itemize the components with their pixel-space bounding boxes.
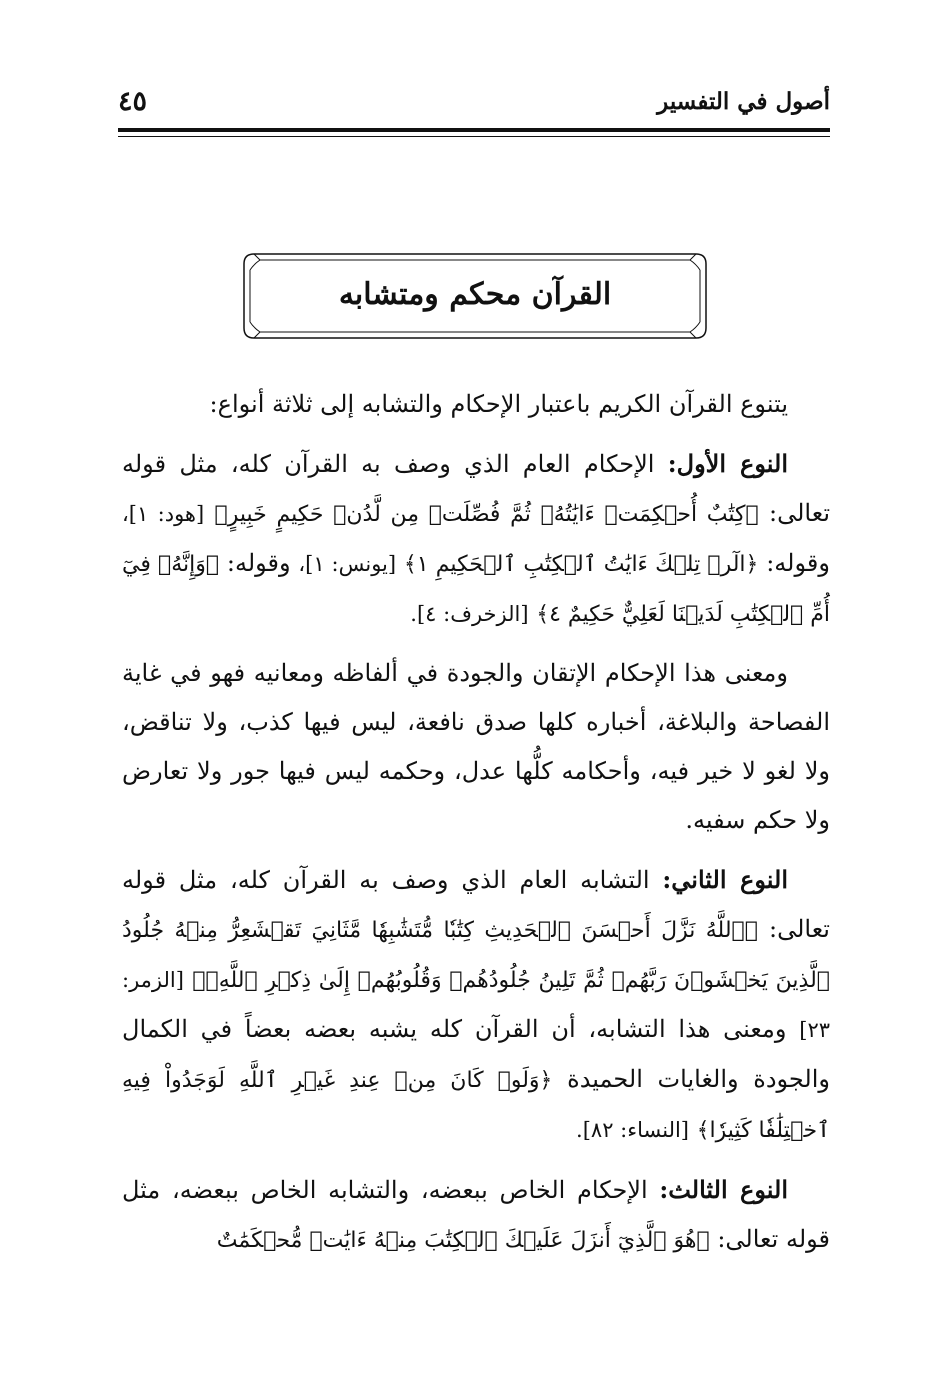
quran-verse: ﴿وَلَوۡ كَانَ مِنۡ عِندِ غَيۡرِ ٱللَّهِ لَوَجَدُواْ فِيهِ ٱخۡتِلَٰفٗا كَثِيرٗا﴾ xyxy=(122,1068,830,1143)
verse-reference: [الزخرف: ٤]. xyxy=(410,602,529,626)
header-rule-thin xyxy=(118,136,830,137)
type1-paragraph xyxy=(122,439,830,639)
connector-text: وقوله: xyxy=(226,549,291,577)
type2-meaning: ومعنى هذا التشابه، أن القرآن كله يشبه بعضه بعضاً في الكمال والجودة والغايات الحميدة xyxy=(122,1015,830,1093)
page-number: ٤٥ xyxy=(118,86,148,117)
running-head-title: أصول في التفسير xyxy=(657,88,830,115)
quran-verse: ﴿وَإِنَّهُۥ فِيٓ أُمِّ ٱلۡكِتَٰبِ لَدَيۡنَا لَعَلِيٌّ حَكِيمٌ ٤﴾ xyxy=(122,552,830,627)
verse-reference: [يونس: ١]، xyxy=(298,552,397,576)
quran-verse: ﴿هُوَ ٱلَّذِيٓ أَنزَلَ عَلَيۡكَ ٱلۡكِتَٰبَ مِنۡهُ ءَايَٰتٞ مُّحۡكَمَٰتٌ xyxy=(216,1228,710,1253)
running-header xyxy=(118,88,830,128)
verse-reference: [الزمر: ٢٣] xyxy=(122,968,830,1042)
type3-label: النوع الثالث: xyxy=(659,1175,788,1204)
body-text xyxy=(122,380,830,1275)
connector-text: وقوله: xyxy=(766,549,830,577)
header-rule-thick xyxy=(118,128,830,132)
meaning1-paragraph: ومعنى هذا الإحكام الإتقان والجودة في ألفاظه ومعانيه فهو في غاية الفصاحة والبلاغة، أخباره كلها صدق نافعة، ليس فيها كذب، ولا تناقض، ولا لغو لا خير فيه، وأحكامه كلُّها عدل، وحكمه ليس فيها جور ولا تعارض ولا حكم سفيه. xyxy=(122,659,831,834)
type1-label: النوع الأول: xyxy=(667,449,788,478)
section-title-frame xyxy=(240,250,710,342)
quran-verse: ﴿الٓرۚ تِلۡكَ ءَايَٰتُ ٱلۡكِتَٰبِ ٱلۡحَكِيمِ ١﴾ xyxy=(403,552,759,577)
type3-paragraph xyxy=(122,1165,830,1265)
section-title: القرآن محكم ومتشابه xyxy=(338,277,612,312)
quran-verse: ﴿كِتَٰبٌ أُحۡكِمَتۡ ءَايَٰتُهُۥ ثُمَّ فُصِّلَتۡ مِن لَّدُنۡ حَكِيمٍ خَبِيرٍ﴾ xyxy=(214,502,759,527)
intro-paragraph: يتنوع القرآن الكريم باعتبار الإحكام والتشابه إلى ثلاثة أنواع: xyxy=(209,390,788,418)
type2-paragraph xyxy=(122,855,830,1155)
type2-label: النوع الثاني: xyxy=(662,865,788,894)
verse-reference: [النساء: ٨٢]. xyxy=(576,1118,690,1142)
type2-text: التشابه العام الذي وصف به القرآن كله، مثل قوله تعالى: xyxy=(122,866,830,943)
verse-reference: [هود: ١]، xyxy=(122,502,205,526)
quran-verse: ﴿ٱللَّهُ نَزَّلَ أَحۡسَنَ ٱلۡحَدِيثِ كِتَٰبٗا مُّتَشَٰبِهٗا مَّثَانِيَ تَقۡشَعِرُّ مِنۡهُ جُلُودُ ٱلَّذِينَ يَخۡشَوۡنَ رَبَّهُمۡ ثُمَّ تَلِينُ جُلُودُهُمۡ وَقُلُوبُهُمۡ إِلَىٰ ذِكۡرِ ٱللَّهِۚ﴾ xyxy=(122,918,830,993)
type3-text: الإحكام الخاص ببعضه، والتشابه الخاص ببعضه، مثل قوله تعالى: xyxy=(122,1176,830,1253)
type1-text: الإحكام العام الذي وصف به القرآن كله، مثل قوله تعالى: xyxy=(122,450,831,527)
